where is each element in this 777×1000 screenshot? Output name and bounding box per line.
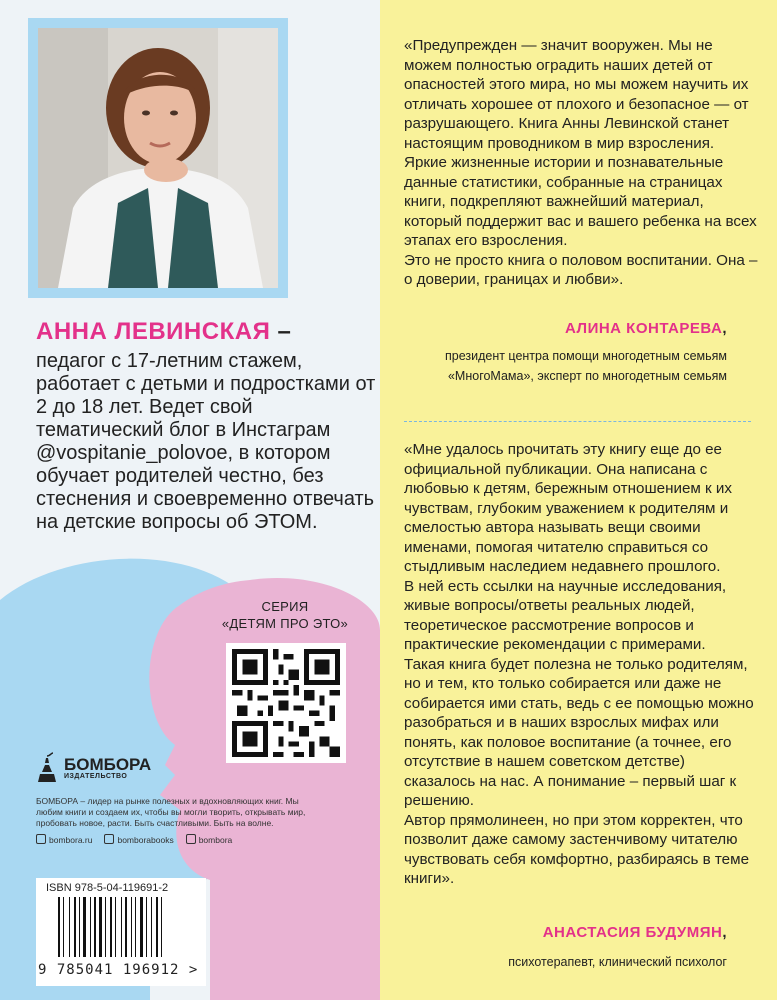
review-2-paragraph: Автор прямолинеен, но при этом корректен, что позволит даже самому застенчивому читателю чувствовать себя комфортно, разбираясь в теме книги». <box>404 811 750 887</box>
publisher-socials <box>36 834 232 845</box>
telegram-icon <box>186 834 196 844</box>
social-site[interactable]: bombora.ru <box>36 834 92 845</box>
instagram-icon <box>36 834 46 844</box>
review-2-name: АНАСТАСИЯ БУДУМЯН, <box>542 924 727 941</box>
publisher-brand: БОМБОРА <box>64 755 152 774</box>
review-1-role: президент центра помощи многодетным семьям «МногоМама», эксперт по многодетным семьям <box>444 349 727 383</box>
author-portrait <box>38 28 278 288</box>
barcode-icon <box>56 897 196 959</box>
review-2-text <box>404 440 759 889</box>
review-2-paragraph: В ней есть ссылки на научные исследования, живые вопросы/ответы реальных людей, теоретическое рассмотрение вопросов и практические рекомендации с примерами. <box>404 577 727 653</box>
review-1-paragraph: Яркие жизненные истории и познавательные данные статистики, собранные на страницах книги, подкрепляют важнейший материал, который поддержит вас и вашего ребенка на всех этапах его взросления. <box>404 154 757 249</box>
qr-code-icon <box>232 649 340 757</box>
review-1-text <box>404 36 759 290</box>
author-bio: педагог с 17-летним стажем, работает с детьми и подростками от 2 до 18 лет. Ведет свой тематический блог в Инстаграм @vospitanie_polovoe, в котором обучает родителей честно, без стеснения и своевременно отвечать на детские вопросы об ЭТОМ. <box>36 350 376 533</box>
bombora-logo-icon <box>36 752 58 784</box>
publisher-sub: ИЗДАТЕЛЬСТВО <box>64 773 128 780</box>
series-label: СЕРИЯ <box>261 599 309 614</box>
isbn-label: ISBN 978-5-04-119691-2 <box>46 882 169 894</box>
author-name: АННА ЛЕВИНСКАЯ – <box>36 318 292 345</box>
author-photo <box>38 28 278 288</box>
review-2-paragraph: Такая книга будет полезна не только родителям, но и тем, кто только собирается или даже не собирается ими стать, ведь с ее помощью можно разобраться и в наших взрослых мифах или понять, как половое воспитание (а точнее, его отсутствие в нашем советском детстве) сказалось на нас. А понимание – первый шаг к решению. <box>404 655 754 809</box>
publisher-description: БОМБОРА – лидер на рынке полезных и вдохновляющих книг. Мы любим книги и создаем их, чтобы вы могли творить, открывать мир, пробовать новое, расти. Быть счастливыми. Быть на волне. <box>36 796 306 828</box>
barcode-digits: 9 785041 196912 > <box>38 962 199 978</box>
review-2-paragraph: «Мне удалось прочитать эту книгу еще до ее официальной публикации. Она написана с любовью к детям, бережным отношением к их чувствам, глубоким уважением к родителям и смелостью автора называть вещи своими именами, помогая читателю справиться со стыдливым наследием недавнего прошлого. <box>404 441 732 575</box>
review-1-paragraph: «Предупрежден — значит вооружен. Мы не можем полностью оградить наших детей от опасностей этого мира, но мы можем научить их отличать хорошее от плохого и безопасное — от разрушающего. Книга Анны Левинской станет настоящим проводником в мир взросления. <box>404 37 749 152</box>
qr-code[interactable] <box>226 643 346 763</box>
social-telegram[interactable]: bombora <box>186 834 233 845</box>
review-2-role: психотерапевт, клинический психолог <box>508 955 727 969</box>
series-title <box>205 598 365 632</box>
author-photo-frame <box>28 18 288 298</box>
vk-icon <box>104 834 114 844</box>
review-1-name: АЛИНА КОНТАРЕВА, <box>565 320 727 337</box>
social-vk[interactable]: bomborabooks <box>104 834 173 845</box>
reviews-divider <box>404 421 751 422</box>
review-1-paragraph: Это не просто книга о половом воспитании. Она – о доверии, границах и любви». <box>404 251 758 288</box>
left-panel <box>0 0 380 1000</box>
bombora-logo <box>36 752 151 784</box>
series-name: «ДЕТЯМ ПРО ЭТО» <box>221 616 349 631</box>
